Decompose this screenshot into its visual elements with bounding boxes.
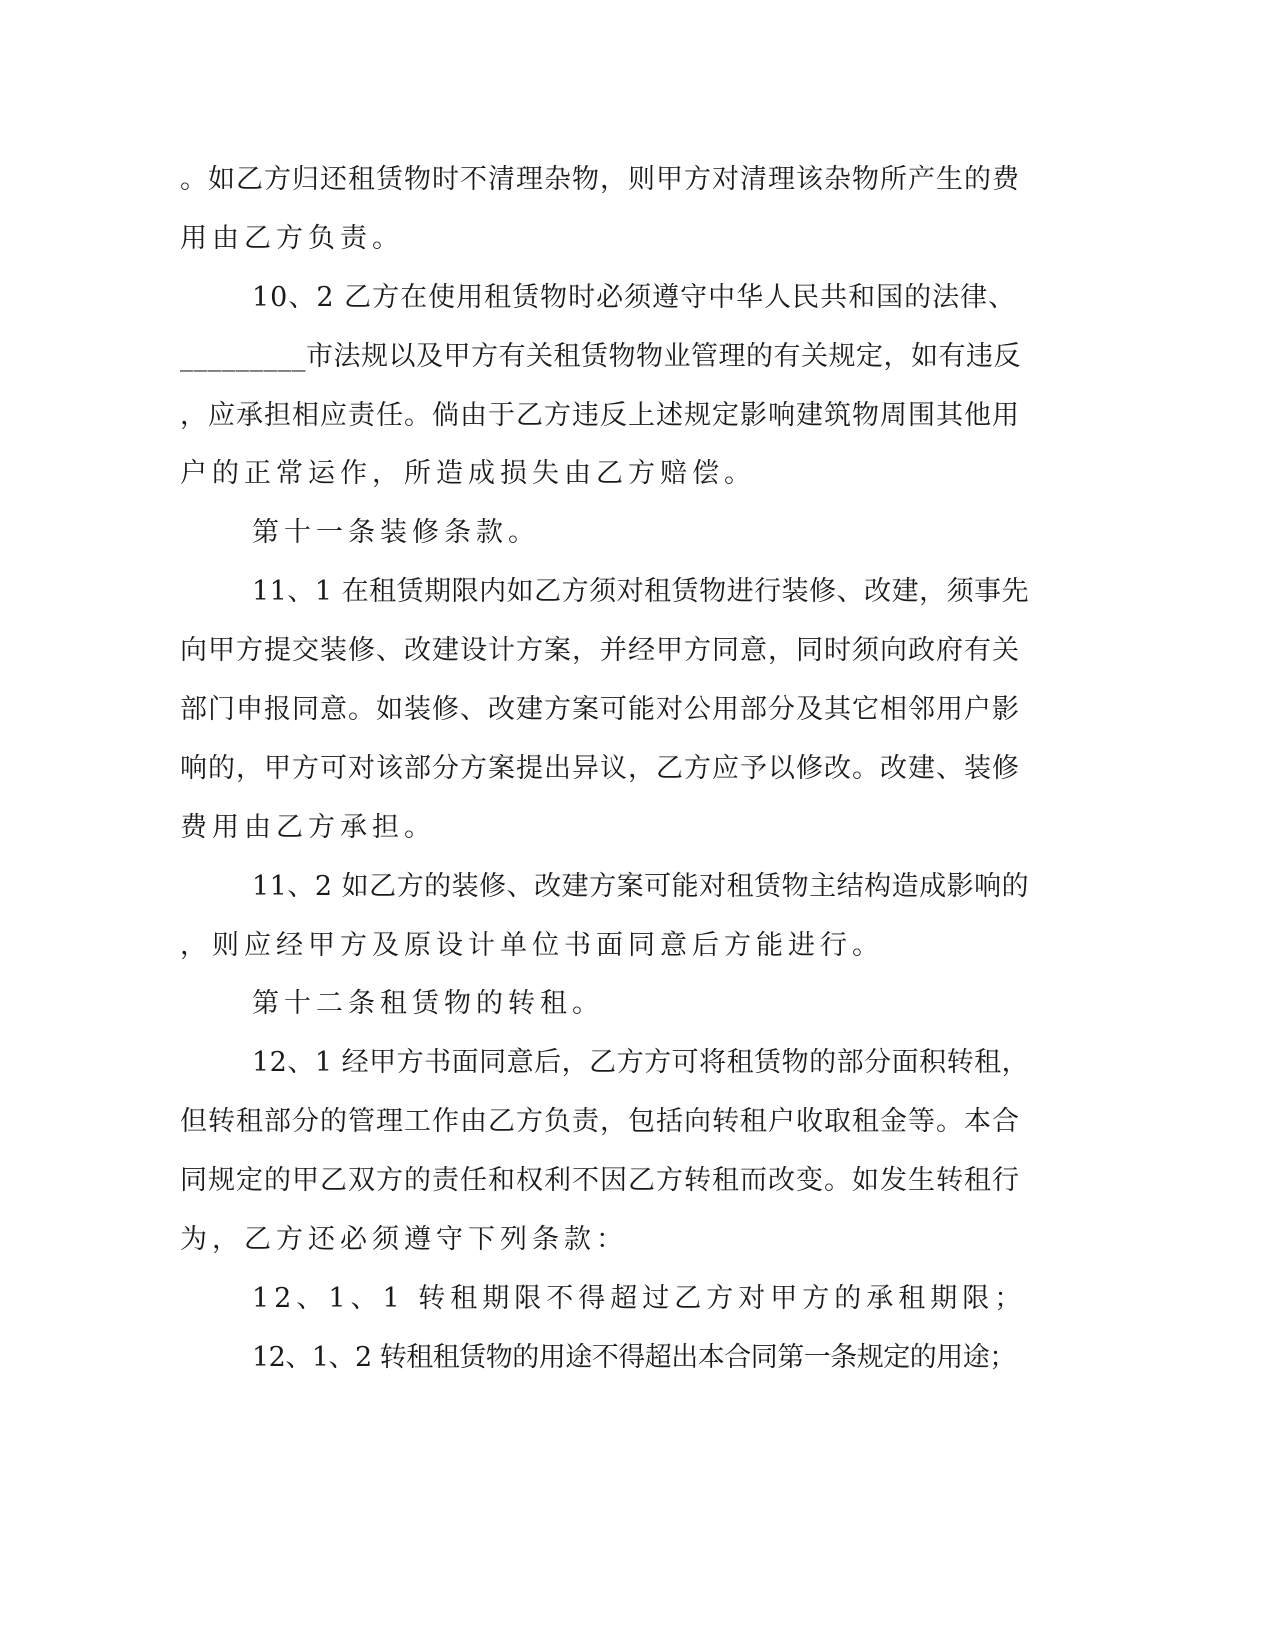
paragraph-11-1: 11、1 在租赁期限内如乙方须对租赁物进行装修、改建，须事先	[252, 576, 1030, 607]
text-line: 为，乙方还必须遵守下列条款：	[180, 1224, 628, 1255]
text-line: 但转租部分的管理工作由乙方负责，包括向转租户收取租金等。本合	[180, 1106, 1020, 1137]
paragraph-12-1: 12、1 经甲方书面同意后，乙方方可将租赁物的部分面积转租，	[252, 1047, 1030, 1078]
paragraph-10-2: 10、2 乙方在使用租赁物时必须遵守中华人民共和国的法律、	[252, 282, 1017, 313]
paragraph-12-1-1: 12、1、1 转租期限不得超过乙方对甲方的承租期限；	[252, 1283, 1027, 1314]
text-line: 同规定的甲乙双方的责任和权利不因乙方转租而改变。如发生转租行	[180, 1165, 1020, 1196]
article-11-heading: 第十一条装修条款。	[252, 517, 540, 548]
text-line: ，应承担相应责任。倘由于乙方违反上述规定影响建筑物周围其他用	[180, 400, 1020, 431]
text-line: 部门申报同意。如装修、改建方案可能对公用部分及其它相邻用户影	[180, 694, 1020, 725]
text-line: 响的，甲方可对该部分方案提出异议，乙方应予以修改。改建、装修	[180, 753, 1020, 784]
paragraph-12-1-2: 12、1、2 转租租赁物的用途不得超出本合同第一条规定的用途；	[252, 1342, 1016, 1373]
text-line: 向甲方提交装修、改建设计方案，并经甲方同意，同时须向政府有关	[180, 635, 1020, 666]
text-line: 费用由乙方承担。	[180, 812, 436, 843]
text-line: 户的正常运作，所造成损失由乙方赔偿。	[180, 458, 756, 489]
article-12-heading: 第十二条租赁物的转租。	[252, 988, 604, 1019]
text-line: _________市法规以及甲方有关租赁物物业管理的有关规定，如有违反	[180, 341, 1021, 372]
text-line: 用由乙方负责。	[180, 223, 404, 254]
text-line: 。如乙方归还租赁物时不清理杂物，则甲方对清理该杂物所产生的费	[180, 164, 1020, 195]
paragraph-11-2: 11、2 如乙方的装修、改建方案可能对租赁物主结构造成影响的	[252, 871, 1030, 902]
text-line: ，则应经甲方及原设计单位书面同意后方能进行。	[180, 930, 884, 961]
